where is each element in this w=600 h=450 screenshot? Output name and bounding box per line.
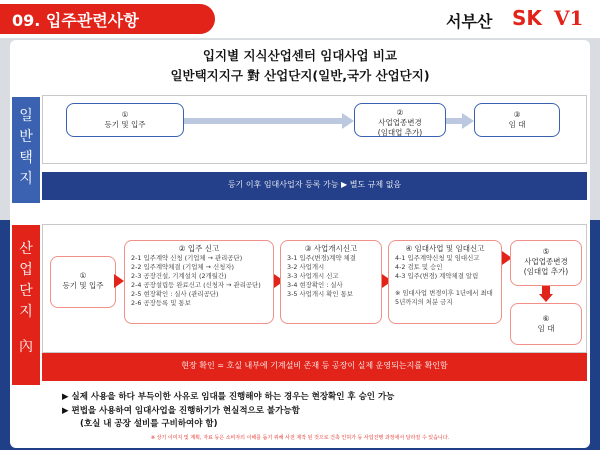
general-step-2-sub: (임대업 추가) bbox=[377, 128, 423, 137]
industrial-step-3-item: 3-5 사업개시 확인 통보 bbox=[287, 290, 353, 298]
general-zone-bar: 등기 이후 임대사업자 등록 가능 ▶ 별도 규제 없음 bbox=[42, 172, 587, 200]
industrial-step-4-title: ④ 임대사업 및 임대신고 bbox=[405, 244, 485, 253]
industrial-step-5-text: 사업업종변경 bbox=[524, 257, 568, 266]
industrial-step-5-sub: (임대업 추가) bbox=[523, 267, 569, 276]
industrial-step-2-item: 2-4 공장설립등 완료신고 (신청자 → 관리공단) bbox=[131, 281, 261, 289]
page-subtitle: 일반택지지구 對 산업단지(일반,국가 산업단지) bbox=[170, 68, 430, 83]
industrial-step-2-item: 2-2 입주계약체결 (기업체 → 신청자) bbox=[131, 263, 234, 271]
industrial-step-4-list bbox=[389, 254, 501, 307]
industrial-step-3-title: ③ 사업개시신고 bbox=[304, 244, 358, 253]
general-step-1-text: 등기 및 입주 bbox=[104, 120, 146, 129]
industrial-step-5 bbox=[510, 240, 582, 286]
industrial-step-2-item: 2-1 입주계약 신청 (기업체 → 관리공단) bbox=[131, 254, 243, 262]
general-step-3-text: 임 대 bbox=[508, 120, 526, 129]
general-step-1 bbox=[66, 103, 184, 137]
industrial-step-2-item: 2-5 현장확인 : 실사 (관리공단) bbox=[131, 290, 219, 298]
general-arrow-1 bbox=[184, 113, 354, 129]
industrial-step-3-list bbox=[281, 254, 381, 299]
industrial-arrow-5 bbox=[539, 286, 553, 302]
bullet-3: (호실 내 공장 설비를 구비하여야 함) bbox=[80, 419, 218, 429]
industrial-step-2-title: ② 입주 신고 bbox=[178, 244, 220, 253]
footnote: ※ 상기 이미지 및 계획, 자료 등은 소비자의 이해를 돕기 위해 사전 제작 된 것으로 건축 인허가 등 사업진행 과정에서 달라질 수 있습니다. bbox=[150, 435, 450, 441]
general-zone-label bbox=[12, 97, 40, 203]
industrial-zone-label-text: 산업단지 bbox=[19, 241, 33, 320]
industrial-step-4-note: ※ 임대사업 변경이후 1년에서 최대 5년까지의 처분 금지 bbox=[395, 289, 493, 306]
industrial-step-4-item: 4-2 검토 및 승인 bbox=[395, 263, 443, 271]
general-zone-label-text: 일반택지 bbox=[19, 108, 33, 187]
industrial-step-4-item: 4-3 입주(변경) 계약체결 알림 bbox=[395, 272, 479, 280]
industrial-step-2 bbox=[124, 240, 274, 324]
brand-v1-logo: V1 bbox=[554, 6, 584, 30]
industrial-step-2-list bbox=[125, 254, 273, 308]
header bbox=[0, 0, 600, 38]
industrial-step-6-text: 임 대 bbox=[537, 324, 555, 333]
industrial-step-4 bbox=[388, 240, 502, 324]
general-step-1-num: ① bbox=[121, 110, 129, 119]
general-step-3 bbox=[474, 103, 560, 137]
industrial-zone-label bbox=[12, 225, 40, 385]
industrial-zone-label-sub: 內 bbox=[19, 339, 33, 355]
industrial-step-3 bbox=[280, 240, 382, 324]
industrial-step-3-item: 3-2 사업개시 bbox=[287, 263, 325, 271]
section-title: 09. 입주관련사항 bbox=[12, 11, 139, 30]
industrial-step-1-text: 등기 및 입주 bbox=[62, 281, 104, 290]
bullet-2: ▶ 편법을 사용하여 임대사업을 진행하기가 현실적으로 불가능함 bbox=[62, 406, 300, 416]
page-title: 입지별 지식산업센터 임대사업 비교 bbox=[202, 48, 398, 63]
industrial-step-4-item: 4-1 입주계약신청 및 임대신고 bbox=[395, 254, 480, 262]
industrial-step-1-num: ① bbox=[79, 271, 87, 280]
industrial-step-3-item: 3-4 현장확인 : 실사 bbox=[287, 281, 343, 289]
industrial-step-1 bbox=[50, 256, 116, 308]
general-arrow-2 bbox=[446, 113, 474, 129]
bullet-1: ▶ 실제 사용을 하다 부득이한 사유로 임대를 진행해야 하는 경우는 현장확인 후 승인 가능 bbox=[62, 392, 395, 402]
industrial-step-2-item: 2-6 공장등록 및 통보 bbox=[131, 299, 191, 307]
industrial-step-5-num: ⑤ bbox=[542, 247, 550, 256]
general-step-2-num: ② bbox=[396, 108, 404, 117]
section-title-tab bbox=[0, 4, 215, 34]
industrial-step-2-item: 2-3 공장건설, 기계설치 (2개월간) bbox=[131, 272, 227, 280]
general-step-2-text: 사업업종변경 bbox=[378, 118, 422, 127]
industrial-step-6 bbox=[510, 303, 582, 345]
industrial-zone-bar: 현장 확인 = 호실 내부에 기계설비 존재 등 공장이 실제 운영되는지를 확인함 bbox=[42, 353, 587, 381]
industrial-arrow-1 bbox=[114, 274, 124, 288]
brand-sk-logo: SK bbox=[512, 6, 542, 30]
industrial-step-3-item: 3-3 사업개시 신고 bbox=[287, 272, 339, 280]
brand-name: 서부산 bbox=[446, 12, 493, 31]
industrial-step-3-item: 3-1 입주(변경)계약 체결 bbox=[287, 254, 356, 262]
general-step-3-num: ③ bbox=[513, 110, 521, 119]
industrial-step-6-num: ⑥ bbox=[542, 314, 550, 323]
general-step-2 bbox=[354, 103, 446, 137]
